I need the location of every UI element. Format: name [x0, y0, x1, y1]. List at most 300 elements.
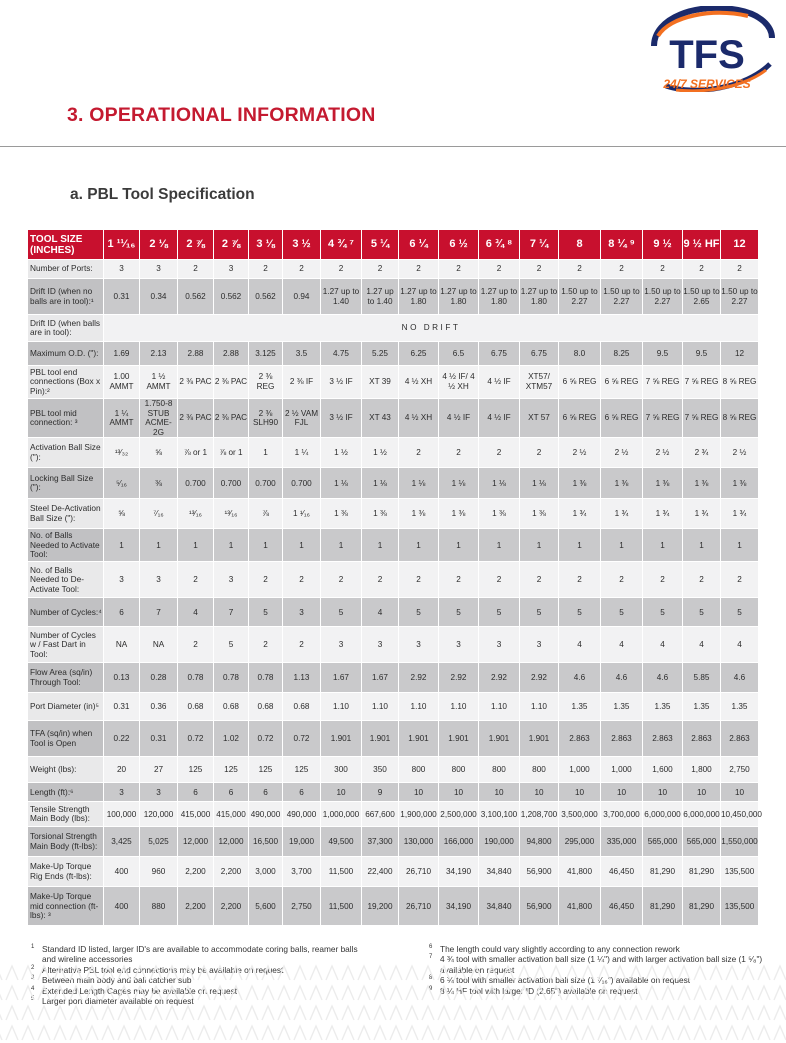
table-cell: 2: [479, 562, 520, 598]
table-cell: 135,500: [721, 887, 759, 926]
table-cell: 2 ½ VAM FJL: [283, 399, 321, 438]
table-cell: 4: [362, 598, 399, 627]
table-cell: 5.25: [362, 342, 399, 366]
watermark-chevron: [150, 966, 162, 980]
table-cell: 2.13: [140, 342, 178, 366]
table-cell: 1.50 up to 2.27: [643, 279, 683, 315]
table-cell: 1.00 AMMT: [104, 366, 140, 399]
table-row: [28, 757, 759, 783]
watermark-chevron: [406, 1006, 418, 1020]
table-cell: 5: [214, 627, 249, 663]
watermark-chevron: [134, 986, 146, 1000]
watermark-chevron: [486, 1006, 498, 1020]
table-row: [28, 802, 759, 827]
watermark-chevron: [438, 986, 450, 1000]
table-cell: 2: [559, 260, 601, 279]
table-cell: 4 ½ IF: [439, 399, 479, 438]
table-cell: 4: [178, 598, 214, 627]
table-cell: 1.67: [362, 663, 399, 693]
table-cell: 1,550,000: [721, 827, 759, 857]
footnote-number: 7: [429, 954, 433, 961]
table-cell: 2.863: [643, 721, 683, 757]
watermark-chevron: [438, 1006, 450, 1020]
table-cell: 5: [321, 598, 362, 627]
table-cell: 10: [520, 783, 559, 802]
table-cell: 1.27 up to 1.80: [439, 279, 479, 315]
table-cell: 190,000: [479, 827, 520, 857]
watermark-chevron: [646, 1026, 658, 1040]
row-label: Number of Ports:: [28, 260, 104, 279]
table-cell: 3,500,000: [559, 802, 601, 827]
table-cell: 1.901: [362, 721, 399, 757]
table-cell: 1,000: [601, 757, 643, 783]
table-cell: 2,200: [214, 857, 249, 887]
table-cell: 960: [140, 857, 178, 887]
table-row: [28, 721, 759, 757]
watermark-chevron: [38, 966, 50, 980]
watermark-chevron: [630, 966, 642, 980]
watermark-chevron: [662, 966, 674, 980]
table-cell: 37,300: [362, 827, 399, 857]
table-cell: 3: [140, 260, 178, 279]
watermark-chevron: [230, 986, 242, 1000]
table-cell: 41,800: [559, 857, 601, 887]
watermark-chevron: [694, 986, 706, 1000]
header-size-7: 5 ¼: [362, 230, 399, 260]
watermark-chevron: [614, 1026, 626, 1040]
footnote-number: 4: [31, 985, 35, 992]
table-cell: 2,200: [178, 887, 214, 926]
watermark-chevron: [102, 966, 114, 980]
table-cell: 4 ½ XH: [399, 366, 439, 399]
divider: [0, 146, 786, 147]
table-cell: 7 ⅝ REG: [683, 366, 721, 399]
watermark-chevron: [374, 966, 386, 980]
table-cell: 3,700: [283, 857, 321, 887]
table-cell: 1 ⅜: [559, 468, 601, 499]
table-cell: 1,000,000: [321, 802, 362, 827]
table-cell: 490,000: [249, 802, 283, 827]
watermark-pattern: [0, 960, 786, 1043]
watermark-chevron: [742, 1006, 754, 1020]
table-cell: 10,450,000: [721, 802, 759, 827]
watermark-chevron: [710, 1006, 722, 1020]
table-cell: 26,710: [399, 887, 439, 926]
table-cell: 0.78: [214, 663, 249, 693]
watermark-chevron: [678, 986, 690, 1000]
watermark-chevron: [214, 1006, 226, 1020]
table-cell: ⅜: [140, 468, 178, 499]
table-cell: 7 ⅝ REG: [643, 366, 683, 399]
header-size-5: 3 ½: [283, 230, 321, 260]
table-cell: 1.901: [520, 721, 559, 757]
table-cell: 2: [601, 260, 643, 279]
watermark-chevron: [182, 966, 194, 980]
table-cell: 8.25: [601, 342, 643, 366]
row-label: PBL tool end connections (Box x Pin):²: [28, 366, 104, 399]
watermark-chevron: [502, 986, 514, 1000]
watermark-chevron: [694, 1026, 706, 1040]
watermark-chevron: [598, 966, 610, 980]
table-cell: 1 ¼: [283, 438, 321, 468]
table-row: [28, 663, 759, 693]
watermark-chevron: [294, 966, 306, 980]
table-cell: 1: [321, 529, 362, 562]
table-cell: 6.5: [439, 342, 479, 366]
watermark-chevron: [70, 986, 82, 1000]
table-cell: 2: [601, 562, 643, 598]
table-cell: 2 ½: [643, 438, 683, 468]
table-row: [28, 315, 759, 342]
watermark-chevron: [502, 966, 514, 980]
table-cell: 10: [439, 783, 479, 802]
watermark-chevron: [166, 1026, 178, 1040]
watermark-chevron: [486, 1026, 498, 1040]
table-cell: 5: [520, 598, 559, 627]
table-cell: 1.901: [399, 721, 439, 757]
watermark-chevron: [166, 966, 178, 980]
table-cell: 1.13: [283, 663, 321, 693]
watermark-chevron: [774, 966, 786, 980]
table-cell: 1 ⅛: [362, 468, 399, 499]
watermark-chevron: [566, 986, 578, 1000]
table-cell: 6: [178, 783, 214, 802]
watermark-chevron: [54, 1026, 66, 1040]
footnote-number: 9: [429, 985, 433, 992]
row-label: No. of Balls Needed to De-Activate Tool:: [28, 562, 104, 598]
watermark-chevron: [358, 1006, 370, 1020]
footnote-text: Extended Length Cages may be available on request: [42, 985, 238, 996]
table-cell: 1 ¾: [683, 499, 721, 529]
footnote: [429, 944, 769, 954]
table-cell: 1.10: [439, 693, 479, 721]
watermark-chevron: [630, 1006, 642, 1020]
table-cell: 3: [104, 783, 140, 802]
table-cell: 1: [721, 529, 759, 562]
footnote-text: The length could vary slightly according to any connection rework: [440, 944, 680, 954]
watermark-chevron: [438, 966, 450, 980]
watermark-chevron: [454, 1026, 466, 1040]
row-label: Tensile Strength Main Body (lbs):: [28, 802, 104, 827]
table-cell: ¹³⁄₁₆: [214, 499, 249, 529]
watermark-chevron: [550, 986, 562, 1000]
watermark-chevron: [38, 1026, 50, 1040]
footnote-text: 4 ¾ tool with smaller activation ball size (1 ¼") and with larger activation ball size (1 ⁵⁄₈") available on request: [440, 954, 763, 975]
table-cell: 1.750-8 STUB ACME-2G: [140, 399, 178, 438]
header-size-1: 2 ⅛: [140, 230, 178, 260]
table-cell: 4: [559, 627, 601, 663]
table-cell: 1: [520, 529, 559, 562]
watermark-chevron: [422, 966, 434, 980]
watermark-chevron: [598, 1006, 610, 1020]
table-cell: 300: [321, 757, 362, 783]
table-cell: 3: [399, 627, 439, 663]
table-cell: 4: [721, 627, 759, 663]
table-cell: 0.68: [214, 693, 249, 721]
table-cell: 2: [721, 260, 759, 279]
watermark-chevron: [742, 966, 754, 980]
header-size-0: 1 ¹¹⁄₁₆: [104, 230, 140, 260]
table-cell: 2.92: [520, 663, 559, 693]
watermark-chevron: [374, 1006, 386, 1020]
table-cell: 565,000: [683, 827, 721, 857]
table-cell: 2 ⅜ PAC: [178, 366, 214, 399]
table-cell: 1: [399, 529, 439, 562]
footnote-number: 8: [429, 975, 433, 982]
table-cell: 1: [178, 529, 214, 562]
watermark-chevron: [294, 1026, 306, 1040]
table-cell: 2 ⅜ PAC: [214, 399, 249, 438]
footnote-text: Standard ID listed, larger ID's are available to accommodate coring balls, reamer balls and wireline accessories: [42, 944, 358, 965]
watermark-chevron: [342, 1026, 354, 1040]
table-cell: 0.700: [178, 468, 214, 499]
table-cell: 10: [559, 783, 601, 802]
watermark-chevron: [630, 1026, 642, 1040]
table-cell: 19,200: [362, 887, 399, 926]
watermark-chevron: [262, 1026, 274, 1040]
header-size-13: 8 ¼ ⁹: [601, 230, 643, 260]
watermark-chevron: [406, 1026, 418, 1040]
table-cell: 6: [104, 598, 140, 627]
watermark-chevron: [118, 986, 130, 1000]
table-cell: 1 ¾: [643, 499, 683, 529]
table-cell: 1,208,700: [520, 802, 559, 827]
table-cell: 2: [559, 562, 601, 598]
watermark-chevron: [86, 1006, 98, 1020]
watermark-chevron: [246, 1026, 258, 1040]
table-cell: 3: [140, 562, 178, 598]
table-cell: 1.901: [321, 721, 362, 757]
table-cell: 1 ⅛: [321, 468, 362, 499]
row-label: Number of Cycles w / Fast Dart in Tool:: [28, 627, 104, 663]
table-cell: 1.35: [643, 693, 683, 721]
table-cell: ⅞ or 1: [178, 438, 214, 468]
table-cell: 2.88: [178, 342, 214, 366]
watermark-chevron: [550, 1006, 562, 1020]
table-cell: 1 ⅜: [439, 499, 479, 529]
watermark-chevron: [246, 966, 258, 980]
table-cell: 2.863: [559, 721, 601, 757]
table-cell: 16,500: [249, 827, 283, 857]
watermark-chevron: [278, 966, 290, 980]
watermark-chevron: [86, 1026, 98, 1040]
table-cell: 1: [104, 529, 140, 562]
table-row: [28, 693, 759, 721]
watermark-chevron: [326, 1006, 338, 1020]
table-cell: 0.562: [178, 279, 214, 315]
table-cell: 2.88: [214, 342, 249, 366]
watermark-chevron: [118, 1026, 130, 1040]
tfs-logo-graphic: [636, 6, 778, 92]
table-row: [28, 399, 759, 438]
table-cell: 100,000: [104, 802, 140, 827]
table-cell: 10: [321, 783, 362, 802]
table-cell: 2: [479, 260, 520, 279]
table-cell: 0.31: [104, 279, 140, 315]
table-cell: XT 57: [520, 399, 559, 438]
watermark-chevron: [550, 1026, 562, 1040]
watermark-chevron: [710, 986, 722, 1000]
watermark-chevron: [358, 966, 370, 980]
table-cell: 2: [479, 438, 520, 468]
table-cell: ⅞ or 1: [214, 438, 249, 468]
table-cell: 2,750: [721, 757, 759, 783]
table-cell: 2: [362, 260, 399, 279]
watermark-chevron: [214, 1026, 226, 1040]
watermark-chevron: [582, 966, 594, 980]
table-cell: 2: [439, 438, 479, 468]
header-size-14: 9 ½: [643, 230, 683, 260]
table-cell: 0.78: [178, 663, 214, 693]
table-row: [28, 857, 759, 887]
watermark-chevron: [134, 1006, 146, 1020]
table-cell: 10: [683, 783, 721, 802]
table-cell: 3: [479, 627, 520, 663]
watermark-chevron: [342, 1006, 354, 1020]
footnote-text: 8 ¼ HF tool with larger ID (2.65") available on request: [440, 985, 638, 996]
table-cell: 295,000: [559, 827, 601, 857]
watermark-chevron: [0, 1006, 2, 1020]
watermark-chevron: [374, 986, 386, 1000]
table-row: [28, 627, 759, 663]
table-cell: 81,290: [643, 887, 683, 926]
watermark-chevron: [86, 986, 98, 1000]
table-cell: 1.69: [104, 342, 140, 366]
table-cell: 1 ½: [362, 438, 399, 468]
watermark-chevron: [102, 986, 114, 1000]
watermark-chevron: [518, 986, 530, 1000]
table-cell: 3: [104, 562, 140, 598]
table-cell: 2: [520, 562, 559, 598]
table-cell: 1.67: [321, 663, 362, 693]
table-cell: 81,290: [643, 857, 683, 887]
table-cell: 1.50 up to 2.27: [601, 279, 643, 315]
table-cell: 1.901: [479, 721, 520, 757]
row-label: Drift ID (when no balls are in tool):¹: [28, 279, 104, 315]
table-cell: 3 ½ IF: [321, 399, 362, 438]
tfs-logo: [636, 6, 778, 92]
table-row: [28, 438, 759, 468]
table-cell: 1 ⅜: [601, 468, 643, 499]
watermark-chevron: [646, 966, 658, 980]
table-cell: ¹³⁄₁₆: [178, 499, 214, 529]
table-cell: 5: [479, 598, 520, 627]
table-cell: 1 ½: [321, 438, 362, 468]
table-cell: 2: [178, 627, 214, 663]
table-cell: 2,200: [214, 887, 249, 926]
table-cell: 1: [214, 529, 249, 562]
table-cell: 1.27 up to 1.80: [520, 279, 559, 315]
watermark-chevron: [358, 1026, 370, 1040]
table-cell: 1.27 up to 1.80: [479, 279, 520, 315]
table-cell: 1 ¼ AMMT: [104, 399, 140, 438]
row-label: TFA (sq/in) when Tool is Open: [28, 721, 104, 757]
table-cell: 2: [439, 260, 479, 279]
watermark-chevron: [518, 1006, 530, 1020]
table-cell: 5: [559, 598, 601, 627]
table-cell: 0.31: [140, 721, 178, 757]
watermark-chevron: [38, 1006, 50, 1020]
table-cell: 20: [104, 757, 140, 783]
table-cell: 9.5: [643, 342, 683, 366]
table-cell: 1: [559, 529, 601, 562]
watermark-chevron: [294, 986, 306, 1000]
watermark-chevron: [246, 986, 258, 1000]
table-cell: 9: [362, 783, 399, 802]
table-cell: 5: [643, 598, 683, 627]
watermark-chevron: [134, 966, 146, 980]
table-cell: XT57/ XTM57: [520, 366, 559, 399]
table-cell: 2: [321, 562, 362, 598]
watermark-chevron: [6, 1006, 18, 1020]
table-cell: 3: [321, 627, 362, 663]
header-label: TOOL SIZE (INCHES): [28, 230, 104, 260]
header-size-8: 6 ¼: [399, 230, 439, 260]
watermark-chevron: [310, 986, 322, 1000]
table-cell: 1 ⅜: [321, 499, 362, 529]
table-row: [28, 342, 759, 366]
table-cell: 0.700: [249, 468, 283, 499]
table-cell: 125: [283, 757, 321, 783]
table-cell: 0.68: [178, 693, 214, 721]
table-row: [28, 279, 759, 315]
table-cell: 5: [249, 598, 283, 627]
table-cell: 2: [643, 260, 683, 279]
table-cell: 565,000: [643, 827, 683, 857]
watermark-chevron: [150, 1026, 162, 1040]
table-cell: 10: [399, 783, 439, 802]
table-cell: 2,500,000: [439, 802, 479, 827]
subsection-title: a. PBL Tool Specification: [70, 186, 255, 203]
table-cell: 2: [249, 260, 283, 279]
watermark-chevron: [54, 1006, 66, 1020]
watermark-chevron: [278, 1006, 290, 1020]
watermark-chevron: [710, 1026, 722, 1040]
watermark-chevron: [534, 1006, 546, 1020]
table-cell: 11,500: [321, 887, 362, 926]
table-cell: 3,100,100: [479, 802, 520, 827]
watermark-chevron: [278, 1026, 290, 1040]
watermark-chevron: [454, 966, 466, 980]
table-cell: 0.68: [249, 693, 283, 721]
watermark-chevron: [326, 966, 338, 980]
watermark-chevron: [230, 1006, 242, 1020]
table-cell: 1.27 up to 1.40: [321, 279, 362, 315]
watermark-chevron: [566, 1006, 578, 1020]
table-cell: 1 ⅜: [643, 468, 683, 499]
table-cell: 3: [104, 260, 140, 279]
table-cell: 2.863: [601, 721, 643, 757]
watermark-chevron: [182, 1006, 194, 1020]
watermark-chevron: [742, 1026, 754, 1040]
table-cell: 2: [283, 260, 321, 279]
logo-text: TFS: [669, 33, 745, 77]
table-cell: 26,710: [399, 857, 439, 887]
table-cell: 2.92: [439, 663, 479, 693]
watermark-chevron: [422, 1006, 434, 1020]
table-cell: XT 43: [362, 399, 399, 438]
watermark-chevron: [678, 1006, 690, 1020]
table-cell: 4.6: [601, 663, 643, 693]
table-cell: 2: [399, 562, 439, 598]
table-row: [28, 562, 759, 598]
table-cell: 1: [362, 529, 399, 562]
table-cell: 125: [214, 757, 249, 783]
watermark-chevron: [454, 986, 466, 1000]
watermark-chevron: [422, 1026, 434, 1040]
watermark-chevron: [470, 966, 482, 980]
table-cell: 3,000: [249, 857, 283, 887]
